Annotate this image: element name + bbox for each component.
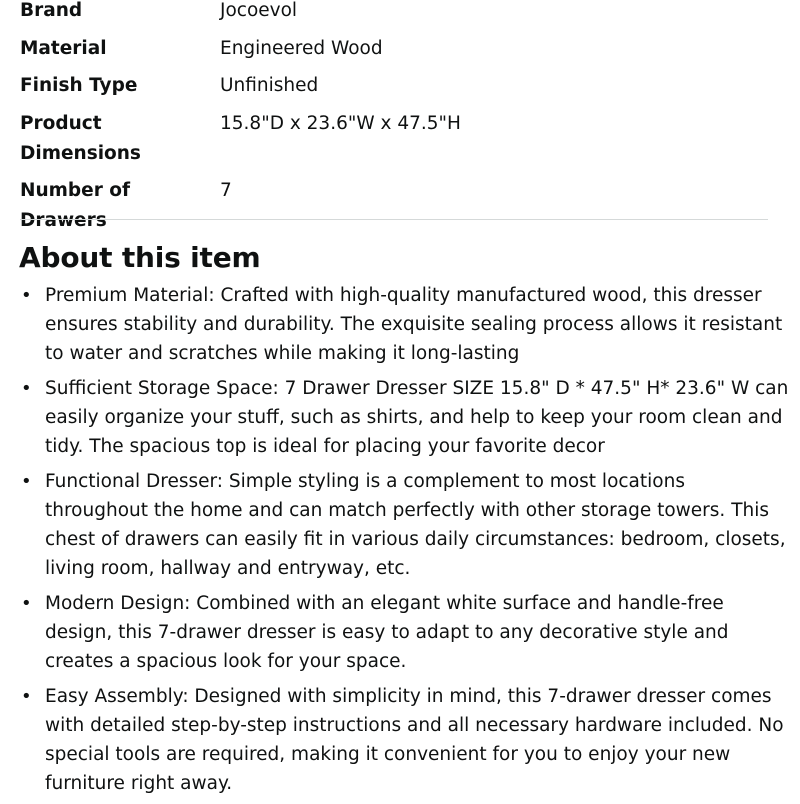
spec-value: 7 bbox=[220, 180, 232, 201]
spec-value: 15.8"D x 23.6"W x 47.5"H bbox=[220, 112, 461, 134]
spec-value: Engineered Wood bbox=[220, 37, 383, 59]
bullet-icon: • bbox=[21, 686, 32, 707]
bullet-icon: • bbox=[21, 593, 32, 614]
feature-bullet-text: Modern Design: Combined with an elegant white surface and handle-free design, this 7-drawer dresser is easy to adapt to any decorative style and creates a spacious look for your space. bbox=[45, 593, 729, 672]
spec-value: Jocoevol bbox=[220, 0, 298, 21]
spec-label: Product Dimensions bbox=[20, 112, 141, 164]
spec-row-product-dimensions bbox=[20, 109, 780, 169]
feature-bullet bbox=[20, 281, 790, 368]
feature-bullet-text: Sufficient Storage Space: 7 Drawer Dresser SIZE 15.8" D * 47.5" H* 23.6" W can easily organize your stuff, such as shirts, and help to keep your room clean and tidy. The spacious top is ideal for placing your favorite decor bbox=[45, 378, 789, 457]
bullet-icon: • bbox=[21, 471, 32, 492]
spec-row-material bbox=[20, 34, 780, 64]
feature-bullet-text: Easy Assembly: Designed with simplicity in mind, this 7-drawer dresser comes with detailed step-by-step instructions and all necessary hardware included. No special tools are required, making it convenient for you to enjoy your new furniture right away. bbox=[45, 686, 784, 794]
bullet-icon: • bbox=[21, 285, 32, 306]
feature-bullet-text: Functional Dresser: Simple styling is a complement to most locations throughout the home and can match perfectly with other storage towers. This chest of drawers can easily fit in various daily circumstances: bedroom, closets, living room, hallway and entryway, etc. bbox=[45, 471, 786, 579]
spec-label: Material bbox=[20, 37, 107, 59]
spec-row-finish-type bbox=[20, 71, 780, 101]
feature-bullet-text: Premium Material: Crafted with high-quality manufactured wood, this dresser ensures stability and durability. The exquisite sealing process allows it resistant to water and scratches while making it long-lasting bbox=[45, 285, 783, 364]
about-section-title: About this item bbox=[19, 241, 261, 274]
feature-bullet bbox=[20, 467, 790, 583]
spec-row-number-of-drawers bbox=[20, 176, 780, 236]
spec-value: Unfinished bbox=[220, 75, 319, 96]
spec-label: Number of Drawers bbox=[20, 180, 131, 231]
spec-label: Brand bbox=[20, 0, 83, 21]
section-divider bbox=[20, 219, 768, 220]
spec-label: Finish Type bbox=[20, 75, 138, 96]
spec-row-brand bbox=[20, 0, 780, 26]
product-overview-table bbox=[20, 0, 780, 244]
bullet-icon: • bbox=[21, 378, 32, 399]
feature-bullet bbox=[20, 589, 790, 676]
feature-bullet-list bbox=[20, 281, 790, 804]
feature-bullet bbox=[20, 682, 790, 798]
feature-bullet bbox=[20, 374, 790, 461]
